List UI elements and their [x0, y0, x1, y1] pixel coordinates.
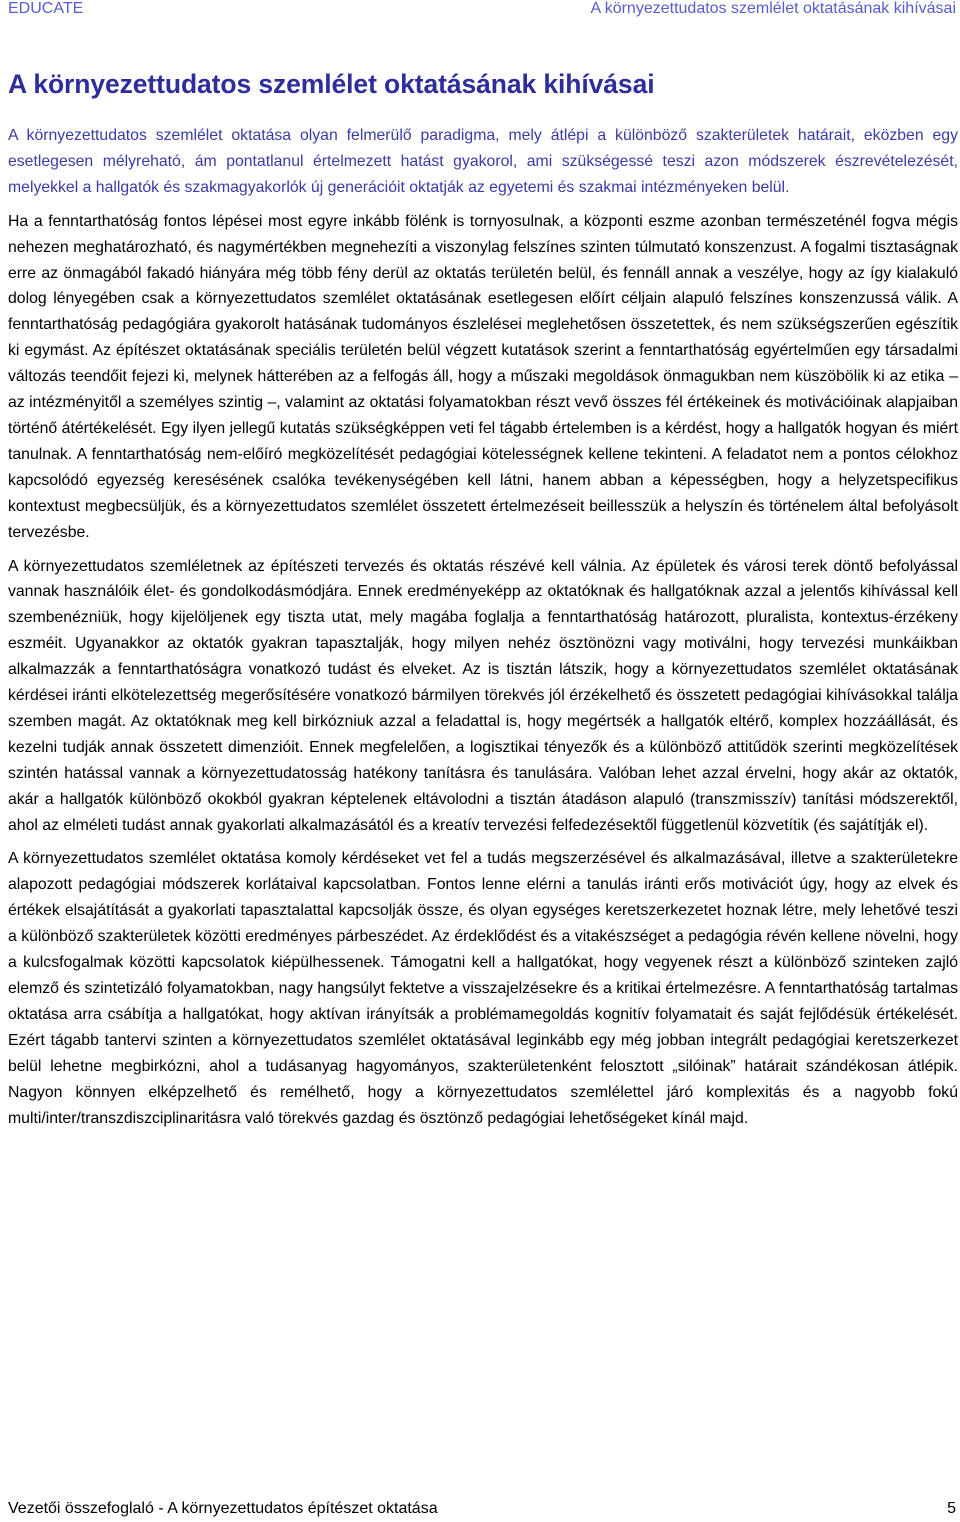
page-header: [8, 0, 956, 20]
document-body: [8, 68, 958, 1131]
body-paragraph: Ha a fenntarthatóság fontos lépései most egyre inkább fölénk is tornyosulnak, a központi eszme azonban természeténél fogva mégis nehezen meghatározható, és nagymértékben megnehezíti a viszonylag felszínes szinten túlmutató konszenzust. A fogalmi tisztaságnak erre az önmagából fakadó hiányára még több fény derül az oktatás területén belül, és fennáll annak a veszélye, hogy az így kialakuló dolog lényegében csak a környezettudatos szemlélet oktatásának esetlegesen előírt céljain alapuló felszínes konszenzussá válik. A fenntarthatóság pedagógiára gyakorolt hatásának tudományos észlelései meglehetősen összetettek, és nem szükségszerűen egészítik ki egymást. Az építészet oktatásának speciális területén belül végzett kutatások szerint a fenntarthatóság egyértelműen egy társadalmi változás teendőit fejezi ki, melynek hátterében az a felfogás áll, hogy a műszaki megoldások önmagukban nem küszöbölik ki az etika – az intézményitől a személyes szintig –, valamint az oktatási folyamatokban részt vevő összes fél értékeinek és motivációinak alapjaiban történő átértékelését. Egy ilyen jellegű kutatás szükségképpen veti fel tágabb értelemben is a kérdést, hogy a hallgatók hogyan és miért tanulnak. A fenntarthatóság nem-előíró megközelítését pedagógiai kötelességnek kellene tekinteni. A feladatot nem a pontos célokhoz kapcsolódó egyezség keresésének csalóka tevékenységében kell látni, hanem abban a képességben, hogy a helyzetspecifikus kontextust megbecsüljük, és a környezettudatos szemlélet összetett értelmezéseit beillesszük a helyszín és történelem által befolyásolt tervezésbe.: [8, 212, 958, 541]
body-paragraph: A környezettudatos szemlélet oktatása komoly kérdéseket vet fel a tudás megszerzésével és alkalmazásával, illetve a szakterületekre alapozott pedagógiai módszerek korlátaival kapcsolatban. Fontos lenne elérni a tanulás iránti erős motivációt úgy, hogy az elvek és értékek elsajátítását a gyakorlati tapasztalattal kapcsolják össze, és olyan egységes keretszerkezetet hoznak létre, mely lehetővé teszi a különböző szakterületek közötti eredményes párbeszédet. Az érdeklődést és a vitakészséget a pedagógia révén kellene növelni, hogy a kulcsfogalmak közötti kapcsolatok kiépülhessenek. Támogatni kell a hallgatókat, hogy vegyenek részt a különböző szinteken zajló elemző és szintetizáló folyamatokban, nagy hangsúlyt fektetve a visszajelzésekre és a kritikai értelmezésre. A fenntarthatóság tartalmas oktatása arra csábítja a hallgatókat, hogy aktívan irányítsák a problémamegoldás kognitív folyamatait és saját fejlődésük értékelését. Ezért tágabb tantervi szinten a környezettudatos szemlélet oktatásával leginkább egy még jobban integrált pedagógiai keretszerkezet belül lehetne megbirkózni, ahol a tudásanyag hagyományos, szakterületenként felosztott „silóinak” határait szándékosan átlépik. Nagyon könnyen elképzelhető és remélhető, hogy a környezettudatos szemlélettel járó komplexitás és a nagyobb fokú multi/inter/transzdiszciplinaritásra való törekvés gazdag és ösztönző pedagógiai lehetőségeket kínál majd.: [8, 850, 958, 1127]
footer-document-name: Vezetői összefoglaló - A környezettudatos építészet oktatása: [8, 1500, 438, 1517]
header-running-title: A környezettudatos szemlélet oktatásának kihívásai: [590, 0, 956, 17]
body-paragraph: A környezettudatos szemléletnek az építészeti tervezés és oktatás részévé kell válnia. Az épületek és városi terek döntő befolyással vannak használóik élet- és gondolkodásmódjára. Ennek eredményeképp az oktatóknak és hallgatóknak azzal a jelentős kihívással kell szembenézniük, hogy kijelöljenek egy tiszta utat, mely magába foglalja a fenntarthatóság határozott, pluralista, kontextus-érzékeny eszméit. Ugyanakkor az oktatók gyakran tapasztalják, hogy milyen nehéz ösztönözni vagy motiválni, hogy tervezési munkáikban alkalmazzák a fenntarthatóságra vonatkozó tudást és elveket. Az is tisztán látszik, hogy a környezettudatos szemlélet oktatásának kérdései iránti elkötelezettség megerősítésére vonatkozó bármilyen törekvés jól érzékelhető és összetett pedagógiai kihívásokkal találja szemben magát. Az oktatóknak meg kell birkózniuk azzal a feladattal is, hogy megértsék a hallgatók eltérő, komplex hozzáállását, és kezelni tudják annak összetett dimenzióit. Ennek megfelelően, a logisztikai tényezők és a különböző attitűdök szerinti megközelítések szintén hatással vannak a környezettudatosság hatékony tanításra és tanulására. Valóban lehet azzal érvelni, hogy akár az oktatók, akár a hallgatók különböző okokból gyakran képtelenek eltávolodni a tisztán átadáson alapuló (transzmisszív) tanítási módszerektől, ahol az elméleti tudást annak gyakorlati alkalmazásától és a kreatív tervezési felfedezésektől függetlenül közvetítik (és sajátítják el).: [8, 557, 958, 834]
page-number: 5: [947, 1500, 956, 1517]
header-brand: EDUCATE: [8, 0, 84, 17]
intro-paragraph: A környezettudatos szemlélet oktatása olyan felmerülő paradigma, mely átlépi a különböző szakterületek határait, eközben egy esetlegesen mélyreható, ám pontatlanul értelmezett hatást gyakorol, ami szükségessé teszi azon módszerek észrevételezését, melyekkel a hallgatók és szakmagyakorlók új generációit oktatják az egyetemi és szakmai intézményeken belül.: [8, 127, 958, 196]
page-footer: [8, 1499, 956, 1521]
document-title: A környezettudatos szemlélet oktatásának kihívásai: [8, 69, 655, 99]
